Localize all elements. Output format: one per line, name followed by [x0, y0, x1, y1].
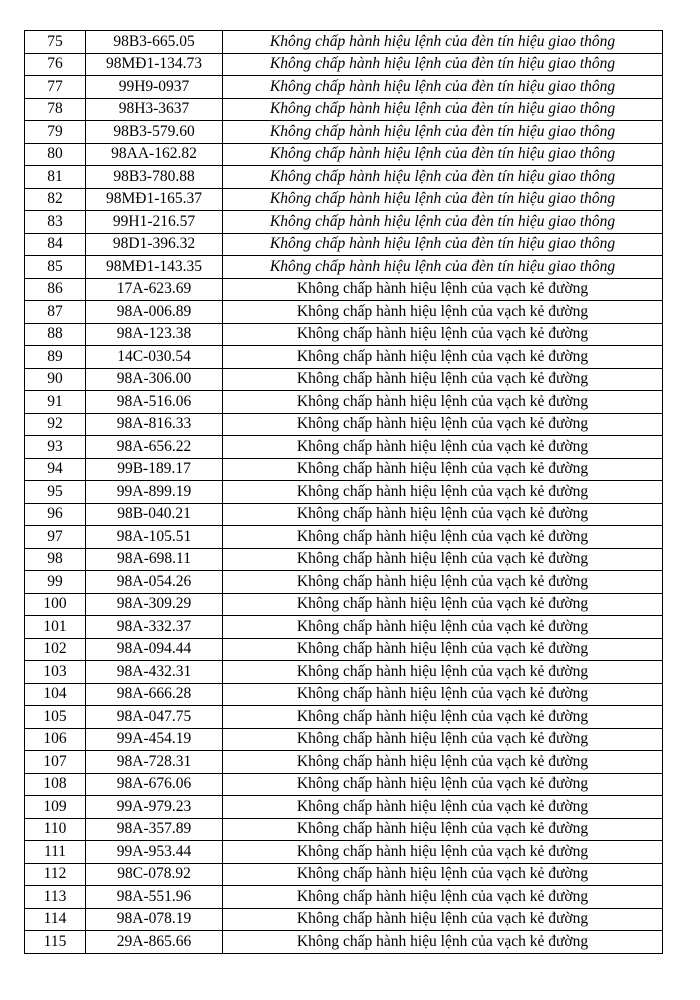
violation-description-cell: Không chấp hành hiệu lệnh của vạch kẻ đường — [223, 278, 663, 301]
table-row — [25, 773, 663, 796]
license-plate-cell: 98AA-162.82 — [86, 143, 223, 166]
license-plate-cell: 98A-816.33 — [86, 413, 223, 436]
row-number-cell: 97 — [25, 526, 86, 549]
license-plate-cell: 98C-078.92 — [86, 863, 223, 886]
violation-description-cell: Không chấp hành hiệu lệnh của vạch kẻ đường — [223, 301, 663, 324]
license-plate-cell: 98A-656.22 — [86, 436, 223, 459]
license-plate-cell: 99A-979.23 — [86, 796, 223, 819]
table-row — [25, 863, 663, 886]
license-plate-cell: 99H1-216.57 — [86, 211, 223, 234]
violation-description-cell: Không chấp hành hiệu lệnh của vạch kẻ đường — [223, 391, 663, 414]
license-plate-cell: 98A-332.37 — [86, 616, 223, 639]
row-number-cell: 90 — [25, 368, 86, 391]
table-row — [25, 818, 663, 841]
row-number-cell: 110 — [25, 818, 86, 841]
row-number-cell: 93 — [25, 436, 86, 459]
table-row — [25, 931, 663, 954]
table-row — [25, 278, 663, 301]
table-row — [25, 503, 663, 526]
violation-description-cell: Không chấp hành hiệu lệnh của vạch kẻ đường — [223, 616, 663, 639]
license-plate-cell: 17A-623.69 — [86, 278, 223, 301]
license-plate-cell: 98A-094.44 — [86, 638, 223, 661]
table-row — [25, 31, 663, 54]
row-number-cell: 115 — [25, 931, 86, 954]
license-plate-cell: 99A-953.44 — [86, 841, 223, 864]
violations-table-body — [25, 31, 663, 954]
license-plate-cell: 98A-357.89 — [86, 818, 223, 841]
license-plate-cell: 99B-189.17 — [86, 458, 223, 481]
row-number-cell: 83 — [25, 211, 86, 234]
license-plate-cell: 98A-698.11 — [86, 548, 223, 571]
table-row — [25, 908, 663, 931]
row-number-cell: 114 — [25, 908, 86, 931]
violation-description-cell: Không chấp hành hiệu lệnh của vạch kẻ đường — [223, 526, 663, 549]
license-plate-cell: 98A-054.26 — [86, 571, 223, 594]
row-number-cell: 101 — [25, 616, 86, 639]
row-number-cell: 86 — [25, 278, 86, 301]
row-number-cell: 77 — [25, 76, 86, 99]
violation-description-cell: Không chấp hành hiệu lệnh của đèn tín hiệu giao thông — [223, 233, 663, 256]
license-plate-cell: 98A-432.31 — [86, 661, 223, 684]
table-row — [25, 638, 663, 661]
row-number-cell: 80 — [25, 143, 86, 166]
row-number-cell: 113 — [25, 886, 86, 909]
row-number-cell: 91 — [25, 391, 86, 414]
row-number-cell: 87 — [25, 301, 86, 324]
violation-description-cell: Không chấp hành hiệu lệnh của vạch kẻ đường — [223, 773, 663, 796]
license-plate-cell: 98B3-780.88 — [86, 166, 223, 189]
row-number-cell: 106 — [25, 728, 86, 751]
row-number-cell: 99 — [25, 571, 86, 594]
row-number-cell: 103 — [25, 661, 86, 684]
violation-description-cell: Không chấp hành hiệu lệnh của vạch kẻ đường — [223, 818, 663, 841]
table-row — [25, 413, 663, 436]
license-plate-cell: 98A-006.89 — [86, 301, 223, 324]
license-plate-cell: 98A-309.29 — [86, 593, 223, 616]
table-row — [25, 166, 663, 189]
row-number-cell: 98 — [25, 548, 86, 571]
violation-description-cell: Không chấp hành hiệu lệnh của vạch kẻ đường — [223, 706, 663, 729]
table-row — [25, 706, 663, 729]
table-row — [25, 76, 663, 99]
table-row — [25, 391, 663, 414]
violation-description-cell: Không chấp hành hiệu lệnh của vạch kẻ đường — [223, 931, 663, 954]
violation-description-cell: Không chấp hành hiệu lệnh của đèn tín hiệu giao thông — [223, 256, 663, 279]
row-number-cell: 78 — [25, 98, 86, 121]
table-row — [25, 751, 663, 774]
violation-description-cell: Không chấp hành hiệu lệnh của vạch kẻ đường — [223, 661, 663, 684]
violation-description-cell: Không chấp hành hiệu lệnh của vạch kẻ đường — [223, 841, 663, 864]
table-row — [25, 886, 663, 909]
license-plate-cell: 98B3-665.05 — [86, 31, 223, 54]
table-row — [25, 143, 663, 166]
violation-description-cell: Không chấp hành hiệu lệnh của đèn tín hiệu giao thông — [223, 98, 663, 121]
row-number-cell: 79 — [25, 121, 86, 144]
license-plate-cell: 98A-551.96 — [86, 886, 223, 909]
violation-description-cell: Không chấp hành hiệu lệnh của vạch kẻ đường — [223, 323, 663, 346]
table-row — [25, 571, 663, 594]
table-row — [25, 368, 663, 391]
license-plate-cell: 98A-516.06 — [86, 391, 223, 414]
license-plate-cell: 98A-078.19 — [86, 908, 223, 931]
row-number-cell: 88 — [25, 323, 86, 346]
table-row — [25, 436, 663, 459]
violation-description-cell: Không chấp hành hiệu lệnh của vạch kẻ đường — [223, 683, 663, 706]
violation-description-cell: Không chấp hành hiệu lệnh của đèn tín hiệu giao thông — [223, 166, 663, 189]
violation-description-cell: Không chấp hành hiệu lệnh của vạch kẻ đường — [223, 863, 663, 886]
violation-description-cell: Không chấp hành hiệu lệnh của vạch kẻ đường — [223, 886, 663, 909]
table-row — [25, 211, 663, 234]
license-plate-cell: 99H9-0937 — [86, 76, 223, 99]
license-plate-cell: 99A-899.19 — [86, 481, 223, 504]
license-plate-cell: 99A-454.19 — [86, 728, 223, 751]
violation-description-cell: Không chấp hành hiệu lệnh của vạch kẻ đường — [223, 638, 663, 661]
table-row — [25, 616, 663, 639]
license-plate-cell: 98MĐ1-143.35 — [86, 256, 223, 279]
license-plate-cell: 98A-666.28 — [86, 683, 223, 706]
row-number-cell: 102 — [25, 638, 86, 661]
license-plate-cell: 98H3-3637 — [86, 98, 223, 121]
row-number-cell: 85 — [25, 256, 86, 279]
violation-description-cell: Không chấp hành hiệu lệnh của đèn tín hiệu giao thông — [223, 53, 663, 76]
license-plate-cell: 98MĐ1-134.73 — [86, 53, 223, 76]
row-number-cell: 108 — [25, 773, 86, 796]
license-plate-cell: 29A-865.66 — [86, 931, 223, 954]
violation-description-cell: Không chấp hành hiệu lệnh của vạch kẻ đường — [223, 593, 663, 616]
table-row — [25, 661, 663, 684]
violation-description-cell: Không chấp hành hiệu lệnh của vạch kẻ đường — [223, 728, 663, 751]
violation-description-cell: Không chấp hành hiệu lệnh của đèn tín hiệu giao thông — [223, 211, 663, 234]
row-number-cell: 94 — [25, 458, 86, 481]
table-row — [25, 98, 663, 121]
row-number-cell: 95 — [25, 481, 86, 504]
row-number-cell: 112 — [25, 863, 86, 886]
row-number-cell: 111 — [25, 841, 86, 864]
violation-description-cell: Không chấp hành hiệu lệnh của vạch kẻ đường — [223, 548, 663, 571]
table-row — [25, 458, 663, 481]
table-row — [25, 53, 663, 76]
license-plate-cell: 98A-047.75 — [86, 706, 223, 729]
row-number-cell: 105 — [25, 706, 86, 729]
row-number-cell: 84 — [25, 233, 86, 256]
table-row — [25, 683, 663, 706]
row-number-cell: 75 — [25, 31, 86, 54]
violation-description-cell: Không chấp hành hiệu lệnh của vạch kẻ đường — [223, 458, 663, 481]
table-row — [25, 481, 663, 504]
license-plate-cell: 98A-676.06 — [86, 773, 223, 796]
violation-description-cell: Không chấp hành hiệu lệnh của đèn tín hiệu giao thông — [223, 76, 663, 99]
violation-description-cell: Không chấp hành hiệu lệnh của đèn tín hiệu giao thông — [223, 143, 663, 166]
license-plate-cell: 98B-040.21 — [86, 503, 223, 526]
license-plate-cell: 98D1-396.32 — [86, 233, 223, 256]
violation-description-cell: Không chấp hành hiệu lệnh của vạch kẻ đường — [223, 346, 663, 369]
violation-description-cell: Không chấp hành hiệu lệnh của đèn tín hiệu giao thông — [223, 31, 663, 54]
row-number-cell: 109 — [25, 796, 86, 819]
table-row — [25, 548, 663, 571]
row-number-cell: 89 — [25, 346, 86, 369]
table-row — [25, 121, 663, 144]
violations-table — [24, 30, 663, 954]
violation-description-cell: Không chấp hành hiệu lệnh của vạch kẻ đường — [223, 436, 663, 459]
row-number-cell: 100 — [25, 593, 86, 616]
license-plate-cell: 98B3-579.60 — [86, 121, 223, 144]
table-row — [25, 841, 663, 864]
table-row — [25, 323, 663, 346]
row-number-cell: 92 — [25, 413, 86, 436]
violation-description-cell: Không chấp hành hiệu lệnh của vạch kẻ đường — [223, 908, 663, 931]
table-row — [25, 188, 663, 211]
violation-description-cell: Không chấp hành hiệu lệnh của vạch kẻ đường — [223, 368, 663, 391]
table-row — [25, 301, 663, 324]
violation-description-cell: Không chấp hành hiệu lệnh của vạch kẻ đường — [223, 481, 663, 504]
violation-description-cell: Không chấp hành hiệu lệnh của đèn tín hiệu giao thông — [223, 121, 663, 144]
table-row — [25, 796, 663, 819]
row-number-cell: 76 — [25, 53, 86, 76]
table-row — [25, 233, 663, 256]
row-number-cell: 104 — [25, 683, 86, 706]
table-row — [25, 526, 663, 549]
table-row — [25, 346, 663, 369]
violation-description-cell: Không chấp hành hiệu lệnh của vạch kẻ đường — [223, 751, 663, 774]
violation-description-cell: Không chấp hành hiệu lệnh của vạch kẻ đường — [223, 796, 663, 819]
violation-description-cell: Không chấp hành hiệu lệnh của vạch kẻ đường — [223, 503, 663, 526]
row-number-cell: 107 — [25, 751, 86, 774]
license-plate-cell: 14C-030.54 — [86, 346, 223, 369]
row-number-cell: 96 — [25, 503, 86, 526]
table-row — [25, 256, 663, 279]
license-plate-cell: 98A-306.00 — [86, 368, 223, 391]
table-row — [25, 728, 663, 751]
license-plate-cell: 98A-105.51 — [86, 526, 223, 549]
license-plate-cell: 98MĐ1-165.37 — [86, 188, 223, 211]
row-number-cell: 81 — [25, 166, 86, 189]
violation-description-cell: Không chấp hành hiệu lệnh của đèn tín hiệu giao thông — [223, 188, 663, 211]
license-plate-cell: 98A-728.31 — [86, 751, 223, 774]
violation-description-cell: Không chấp hành hiệu lệnh của vạch kẻ đường — [223, 571, 663, 594]
violation-description-cell: Không chấp hành hiệu lệnh của vạch kẻ đường — [223, 413, 663, 436]
row-number-cell: 82 — [25, 188, 86, 211]
table-row — [25, 593, 663, 616]
license-plate-cell: 98A-123.38 — [86, 323, 223, 346]
